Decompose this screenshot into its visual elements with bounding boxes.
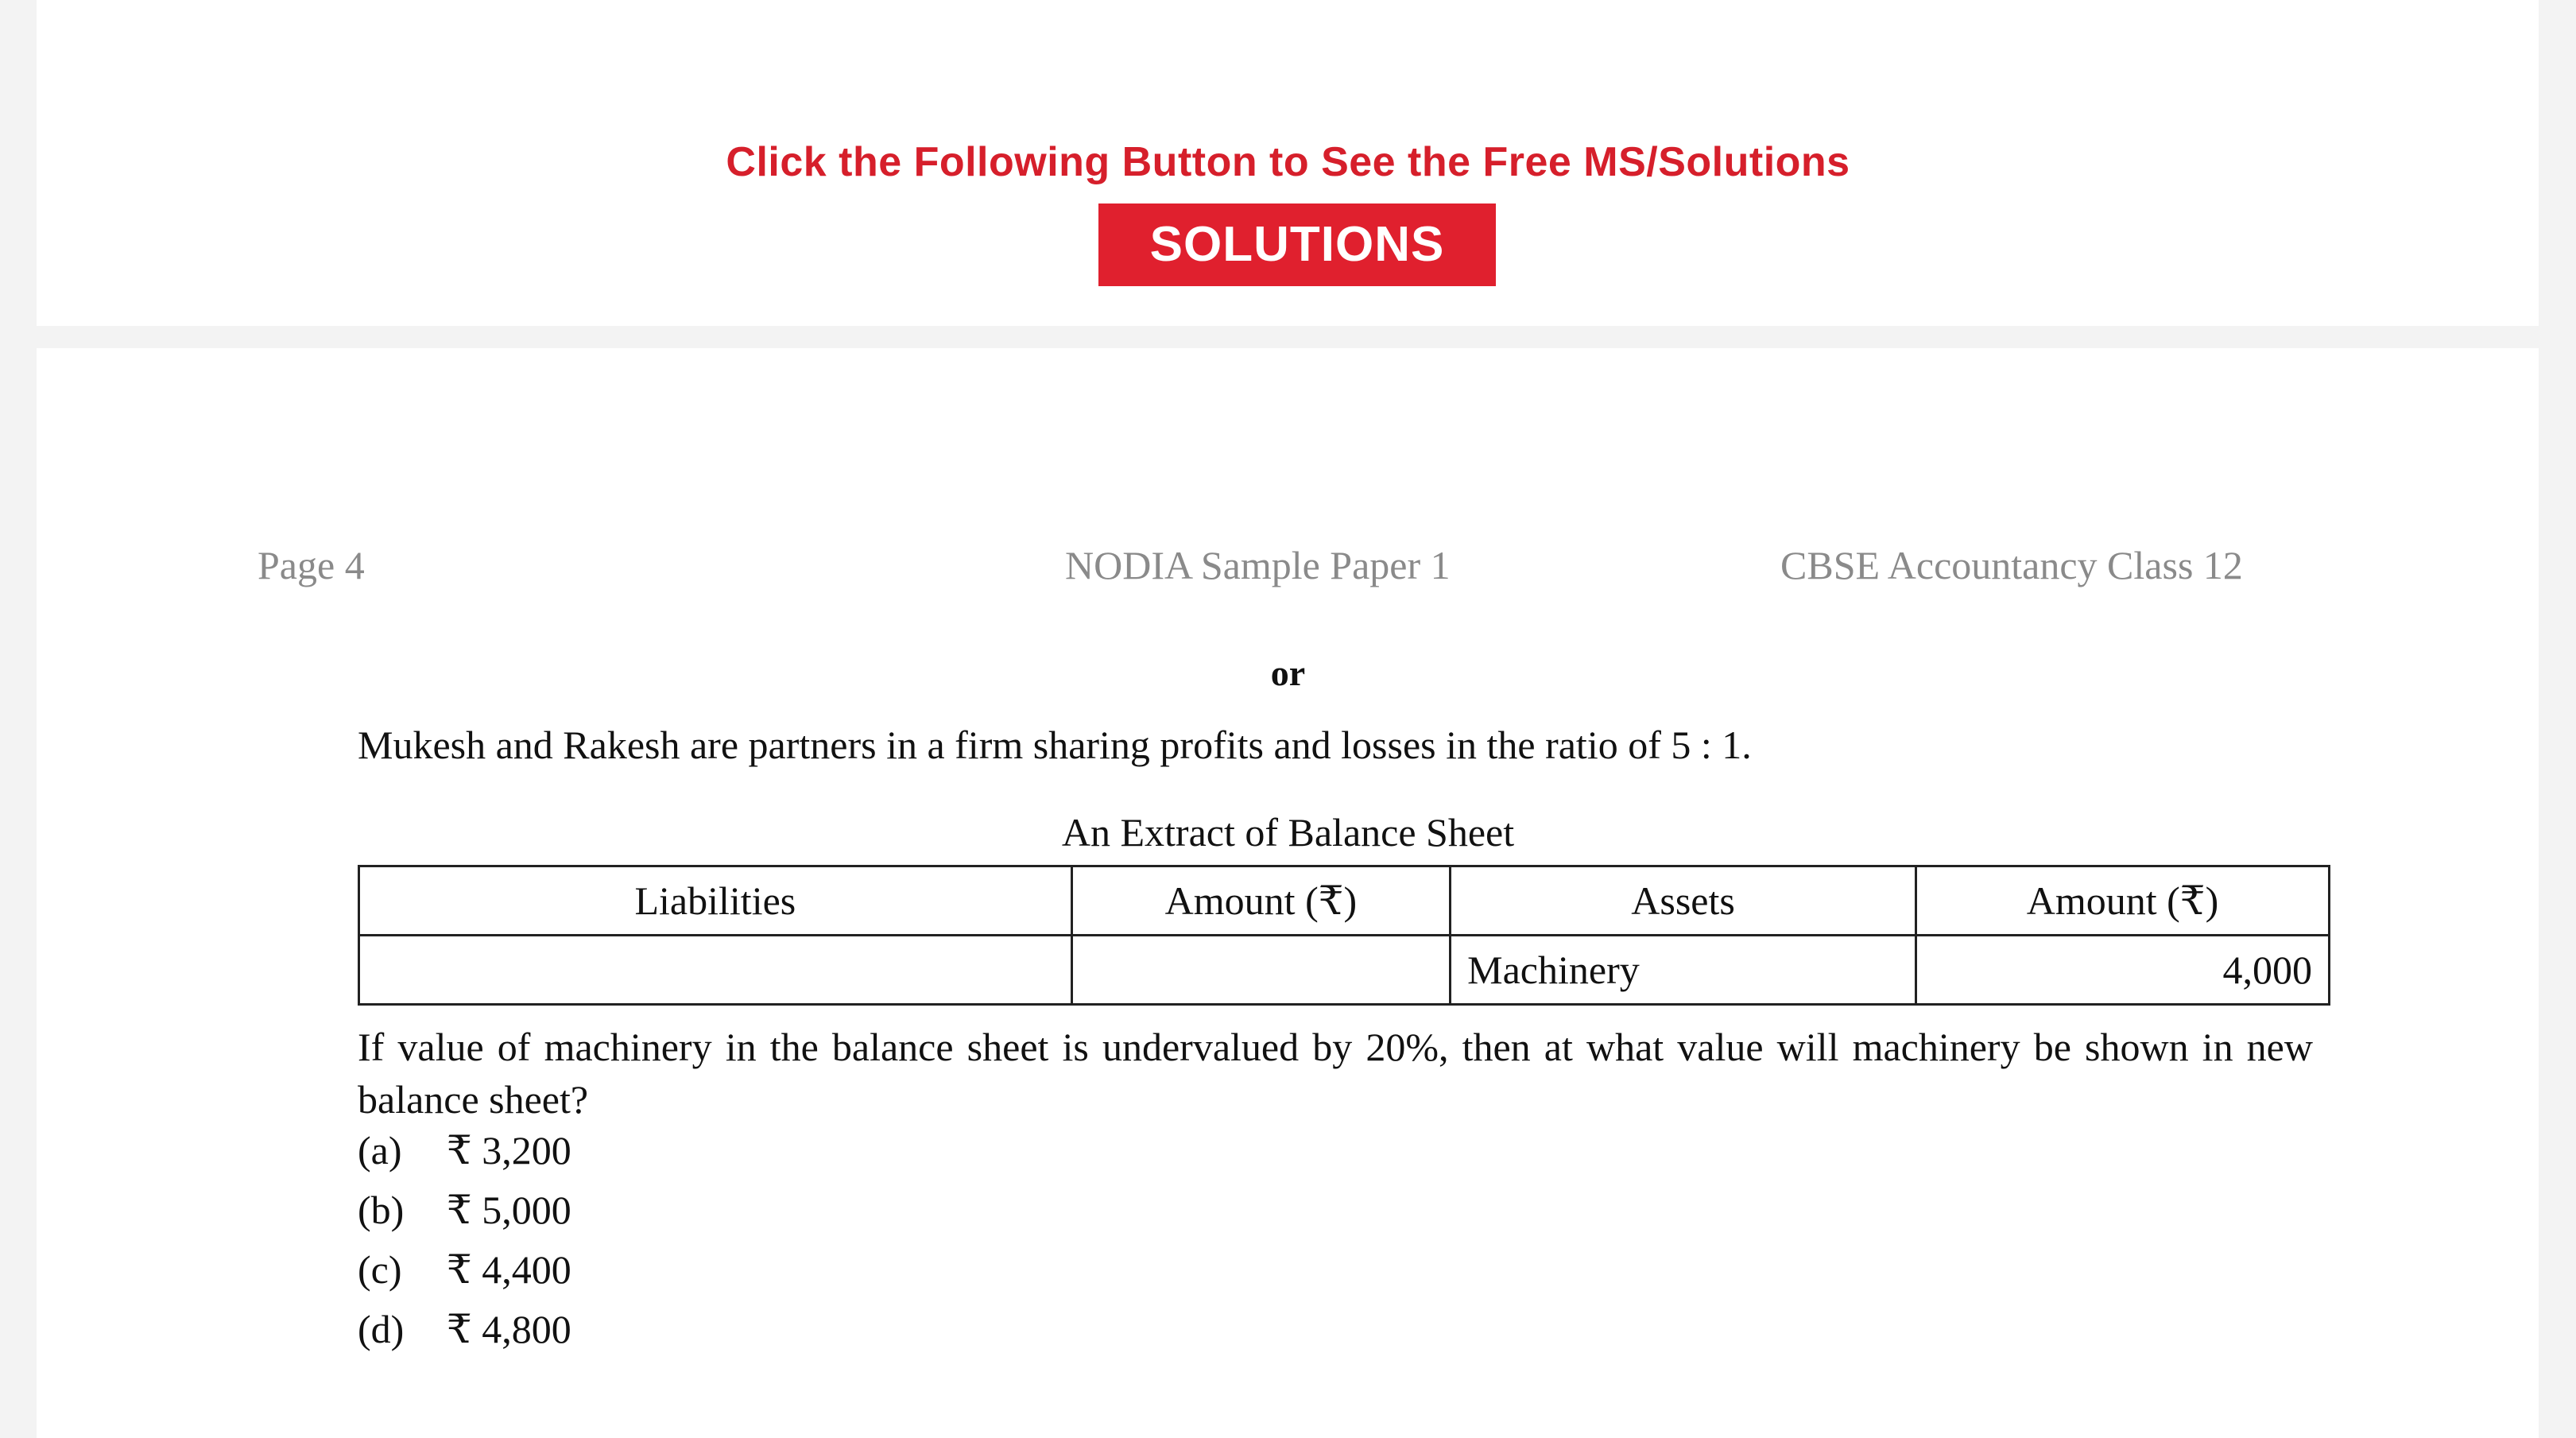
header-assets: Assets bbox=[1451, 866, 1916, 936]
option-value: ₹ 4,400 bbox=[447, 1247, 571, 1292]
option-label: (c) bbox=[358, 1247, 402, 1292]
page-number: Page 4 bbox=[258, 543, 365, 587]
cell-asset-amount: 4,000 bbox=[1916, 936, 2330, 1005]
header-liabilities-amount: Amount (₹) bbox=[1071, 866, 1450, 936]
cell-asset-machinery: Machinery bbox=[1451, 936, 1916, 1005]
option-label: (d) bbox=[358, 1307, 405, 1351]
cell-liabilities bbox=[359, 936, 1072, 1005]
table-caption: An Extract of Balance Sheet bbox=[1061, 810, 1515, 855]
header-liabilities: Liabilities bbox=[359, 866, 1072, 936]
table-row bbox=[359, 936, 2330, 1005]
option-value: ₹ 4,800 bbox=[447, 1307, 571, 1351]
option-a bbox=[358, 1121, 571, 1180]
balance-sheet-table bbox=[358, 865, 2330, 1006]
question-intro: Mukesh and Rakesh are partners in a firm sharing profits and losses in the ratio of 5 : 1. bbox=[358, 723, 1752, 767]
header-assets-amount: Amount (₹) bbox=[1916, 866, 2330, 936]
cell-liabilities-amount bbox=[1071, 936, 1450, 1005]
option-b bbox=[358, 1180, 571, 1240]
option-value: ₹ 3,200 bbox=[447, 1128, 571, 1172]
paper-title: NODIA Sample Paper 1 bbox=[1065, 543, 1451, 587]
subject-title: CBSE Accountancy Class 12 bbox=[1780, 543, 2243, 587]
option-label: (a) bbox=[358, 1128, 402, 1172]
option-value: ₹ 5,000 bbox=[447, 1188, 571, 1232]
promo-text: Click the Following Button to See the Free MS/Solutions bbox=[726, 139, 1850, 185]
option-c bbox=[358, 1240, 571, 1300]
option-label: (b) bbox=[358, 1188, 405, 1232]
or-separator: or bbox=[1270, 653, 1306, 693]
table-header-row bbox=[359, 866, 2330, 936]
option-d bbox=[358, 1300, 571, 1359]
answer-options bbox=[358, 1121, 571, 1359]
solutions-button[interactable]: SOLUTIONS bbox=[1098, 203, 1496, 286]
question-text: If value of machinery in the balance sheet is undervalued by 20%, then at what value will machinery be shown in new balance sheet? bbox=[358, 1025, 2313, 1122]
